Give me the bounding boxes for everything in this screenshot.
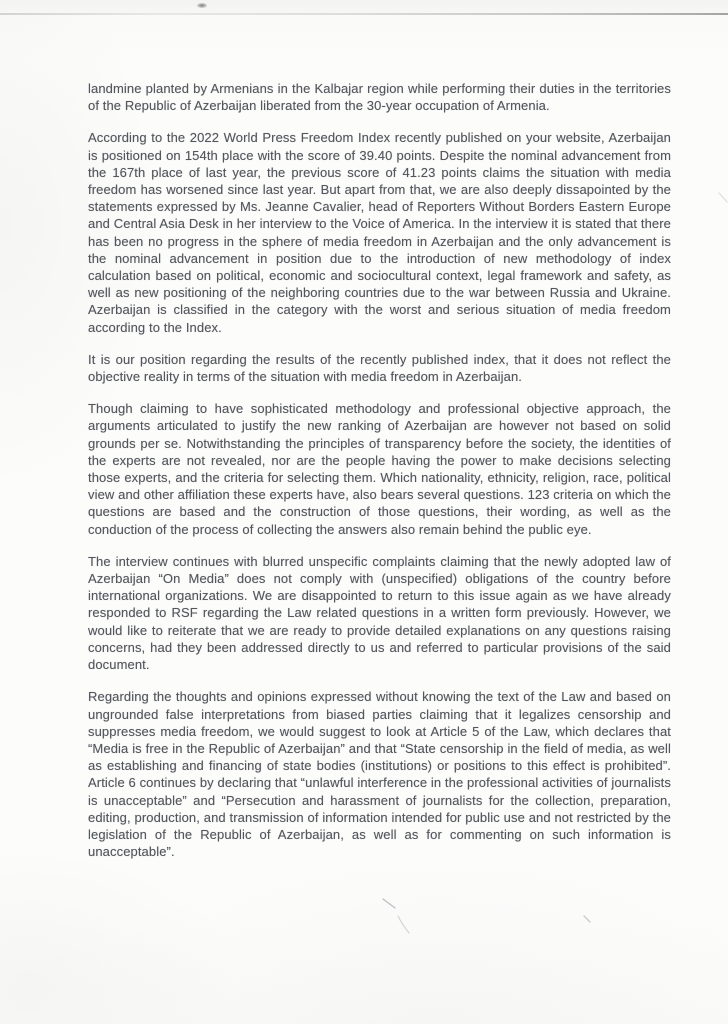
paragraph-4: Though claiming to have sophisticated methodology and professional objective approach, the arguments articulated to justify the new ranking of Azerbaijan are however not based on solid grounds per se. Notwithstanding the principles of transparency before the society, the identities of the experts are not revealed, nor are the people having the power to make decisions selecting those experts, and the criteria for selecting them. Which nationality, ethnicity, religion, race, political view and other affiliation these experts have, also bears several questions. 123 criteria on which the questions are based and the construction of those questions, their wording, as well as the conduction of the process of collecting the answers also remain behind the public eye. xyxy=(88,401,672,537)
pencil-mark-hook xyxy=(383,899,395,908)
scanner-edge-strip xyxy=(0,0,728,13)
letter-body xyxy=(88,80,671,875)
paragraph-3: It is our position regarding the results of the recently published index, that it does not reflect the objective reality in terms of the situation with media freedom in Azerbaijan. xyxy=(88,351,671,385)
paragraph-5: The interview continues with blurred unspecific complaints claiming that the newly adopted law of Azerbaijan “On Media” does not comply with (unspecified) obligations of the country before international organizations. We are disappointed to return to this issue again as we have already responded to RSF regarding the Law related questions in a written form previously. However, we would like to reiterate that we are ready to provide detailed explanations on any questions raising concerns, had they been addressed directly to us and referred to particular provisions of the said document. xyxy=(88,553,671,673)
pencil-mark-stroke xyxy=(398,916,409,933)
scanner-edge-line xyxy=(0,13,728,15)
pencil-mark-dash xyxy=(584,916,590,922)
paragraph-1: landmine planted by Armenians in the Kalbajar region while performing their duties in the territories of the Republic of Azerbaijan liberated from the 30-year occupation of Armenia. xyxy=(88,81,671,114)
ink-smudge-mark xyxy=(197,3,207,8)
edge-scratch-mark xyxy=(719,193,727,202)
paragraph-6: Regarding the thoughts and opinions expressed without knowing the text of the Law and based on ungrounded false interpretations from biased parties claiming that it legalizes censorship and suppresses media freedom, we would suggest to look at Article 5 of the Law, which declares that “Media is free in the Republic of Azerbaijan” and that “State censorship in the field of media, as well as establishing and financing of state bodies (institutions) or positions to this effect is prohibited”. Article 6 continues by declaring that “unlawful interference in the professional activities of journalists is unacceptable” and “Persecution and harassment of journalists for the collection, preparation, editing, production, and transmission of information intended for public use and not restricted by the legislation of the Republic of Azerbaijan, as well as for commenting on such information is unacceptable”. xyxy=(88,689,671,860)
paragraph-2: According to the 2022 World Press Freedom Index recently published on your website, Azerbaijan is positioned on 154th place with the score of 39.40 points. Despite the nominal advancement from the 167th place of last year, the previous score of 41.23 points claims the situation with media freedom has worsened since last year. But apart from that, we are also deeply dissapointed by the statements expressed by Ms. Jeanne Cavalier, head of Reporters Without Borders Eastern Europe and Central Asia Desk in her interview to the Voice of America. In the interview it is stated that there has been no progress in the sphere of media freedom in Azerbaijan and the only advancement is the nominal advancement in position due to the introduction of new methodology of index calculation based on political, economic and sociocultural context, legal framework and safety, as well as new positioning of the neighboring countries due to the war between Russia and Ukraine. Azerbaijan is classified in the category with the worst and serious situation of media freedom according to the Index. xyxy=(88,130,671,335)
